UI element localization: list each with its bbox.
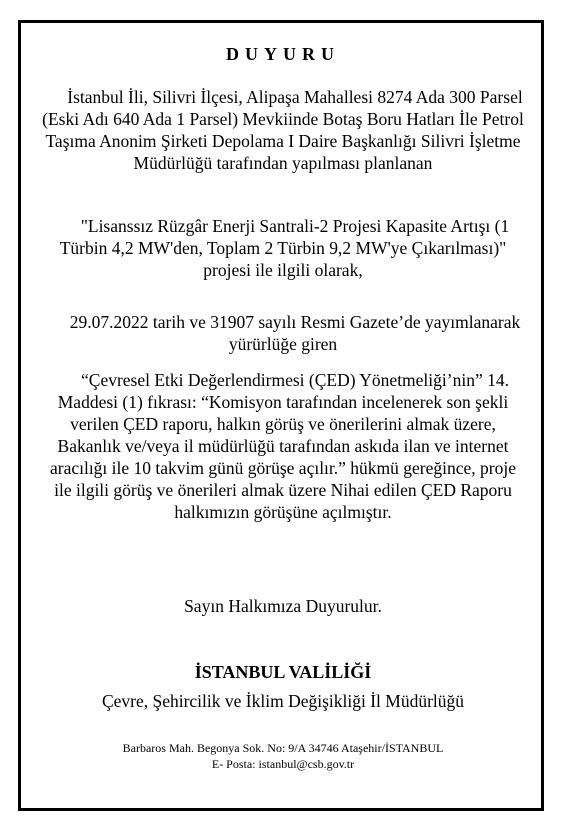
paragraph-official-gazette-text: 29.07.2022 tarih ve 31907 sayılı Resmi Gazete’de yayımlanarak yürürlüğe giren <box>69 312 521 354</box>
paragraph-regulation-text: “Çevresel Etki Değerlendirmesi (ÇED) Yönetmeliği’nin” 14. Maddesi (1) fıkrası: “Komisyon tarafından incelenerek son şekli verilen ÇED raporu, halkın görüş ve önerilerini almak üzere, Bakanlık ve/veya il müdürlüğü tarafından askıda ilan ve internet aracılığı ile 10 takvim günü görüşe açılır.” hükmü gereğince, proje ile ilgili görüş ve önerileri almak üzere Nihai edilen ÇED Raporu halkımızın görüşüne açılmıştır. <box>49 370 517 522</box>
paragraph-location-text: İstanbul İli, Silivri İlçesi, Alipaşa Mahallesi 8274 Ada 300 Parsel (Eski Adı 640 Ada 1 Parsel) Mevkiinde Botaş Boru Hatları İle Petrol Taşıma Anonim Şirketi Depolama I Daire Başkanlığı Silivri İşletme Müdürlüğü tarafından yapılması planlanan <box>42 87 524 173</box>
contact-address: Barbaros Mah. Begonya Sok. No: 9/A 34746 Ataşehir/İSTANBUL <box>122 741 444 755</box>
announcement-title: DUYURU <box>226 44 340 64</box>
paragraph-official-gazette <box>40 311 526 355</box>
paragraph-project-name <box>40 215 526 281</box>
signature-department: Çevre, Şehircilik ve İklim Değişikliği İl Müdürlüğü <box>101 691 465 711</box>
paragraph-regulation <box>40 369 526 523</box>
closing-line: Sayın Halkımıza Duyurulur. <box>184 596 382 616</box>
paragraph-location <box>40 86 526 174</box>
signature-authority: İSTANBUL VALİLİĞİ <box>194 662 372 682</box>
contact-email: E- Posta: istanbul@csb.gov.tr <box>211 757 355 771</box>
paragraph-project-name-text: "Lisanssız Rüzgâr Enerji Santrali-2 Projesi Kapasite Artışı (1 Türbin 4,2 MW'den, Toplam 2 Türbin 9,2 MW'ye Çıkarılması)" projesi ile ilgili olarak, <box>59 216 510 280</box>
